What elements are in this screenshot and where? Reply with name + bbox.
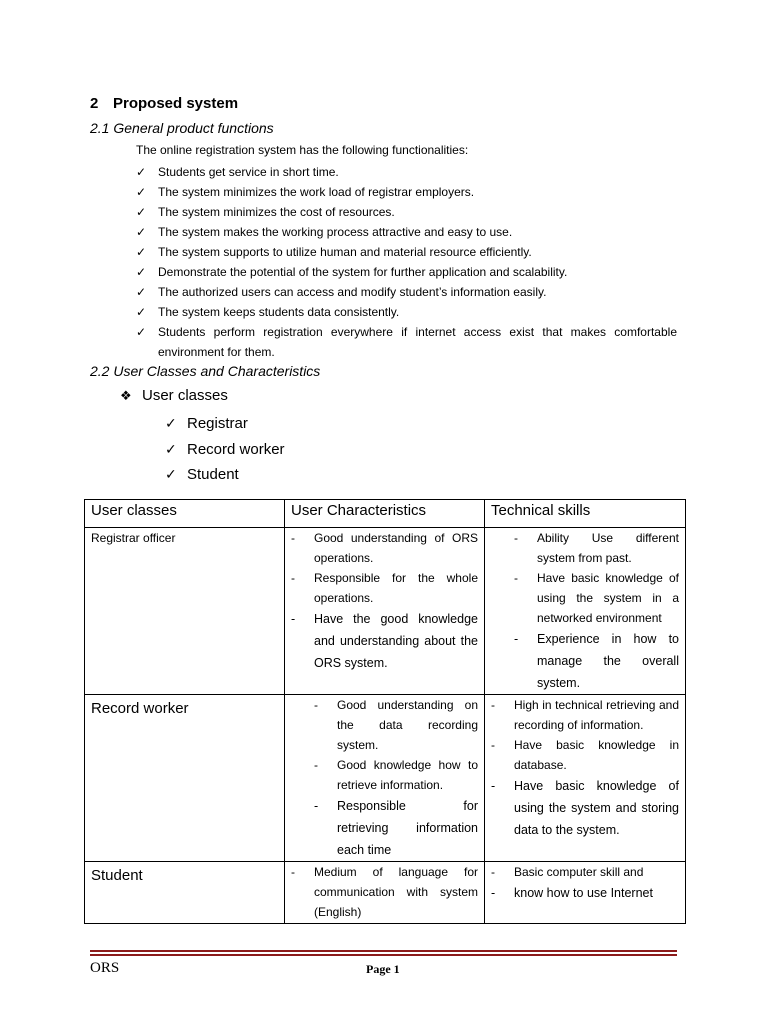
list-item: ✓ The system keeps students data consistently. [136, 302, 677, 322]
skills-list [491, 695, 679, 841]
list-item: ✓ The system supports to utilize human and material resource efficiently. [136, 242, 677, 262]
list-item: - Have basic knowledge in database. [491, 738, 679, 772]
list-item: ✓ Student [165, 462, 285, 488]
skills-list [491, 862, 679, 904]
checkmark-icon: ✓ [165, 440, 177, 457]
checkmark-icon: ✓ [165, 415, 177, 431]
user-classes-table [84, 499, 686, 924]
column-header: User Characteristics [285, 500, 485, 528]
list-item: - Good knowledge how to retrieve information. [314, 758, 478, 792]
checkmark-icon: ✓ [136, 245, 147, 259]
row-label: Record worker [91, 700, 189, 717]
list-item: - Responsible for retrieving information each time [314, 799, 478, 857]
column-header: Technical skills [485, 500, 686, 528]
table-header-row [85, 500, 686, 528]
list-item: - Responsible for the whole operations. [291, 571, 478, 605]
column-header: User classes [85, 500, 285, 528]
checkmark-icon: ✓ [136, 225, 147, 239]
section-title: Proposed system [113, 95, 239, 112]
checkmark-icon: ✓ [165, 466, 177, 482]
list-item: - Medium of language for communication with system (English) [291, 865, 478, 919]
list-item: ✓ The system minimizes the work load of registrar employers. [136, 182, 677, 202]
list-item: - Have the good knowledge and understanding about the ORS system. [291, 612, 478, 670]
checkmark-icon: ✓ [136, 205, 147, 219]
characteristics-list [291, 528, 478, 674]
checkmark-icon: ✓ [136, 285, 147, 299]
list-item: - High in technical retrieving and recording of information. [491, 698, 679, 732]
table-row [85, 862, 686, 924]
checkmark-icon: ✓ [136, 165, 147, 179]
user-classes-heading: ❖ User classes [120, 387, 228, 404]
list-item: ✓ The authorized users can access and modify student’s information easily. [136, 282, 677, 302]
row-label: Student [91, 867, 143, 884]
page-number: Page 1 [366, 962, 400, 976]
list-item: - Good understanding on the data recording system. [314, 698, 478, 752]
functions-intro: The online registration system has the following functionalities: [136, 143, 469, 157]
list-item: ✓ Record worker [165, 437, 285, 463]
list-item: - know how to use Internet [491, 886, 653, 900]
table-row [85, 528, 686, 695]
checkmark-icon: ✓ [136, 185, 147, 199]
list-item: - Ability Use different system from past. [514, 531, 679, 565]
subsection-title-functions: 2.1 General product functions [90, 120, 274, 136]
characteristics-list [291, 862, 478, 922]
list-item: ✓ Registrar [165, 411, 285, 437]
row-label: Registrar officer [91, 531, 176, 545]
checkmark-icon: ✓ [136, 265, 147, 279]
list-item: ✓ Demonstrate the potential of the system for further application and scalability. [136, 262, 677, 282]
footer-title: ORS [90, 960, 120, 976]
diamond-bullet-icon: ❖ [120, 388, 132, 403]
list-item: - Experience in how to manage the overall system. [514, 632, 679, 690]
list-item: - Good understanding of ORS operations. [291, 531, 478, 565]
subsection-title-user-classes: 2.2 User Classes and Characteristics [90, 363, 321, 379]
footer-divider [90, 950, 677, 956]
list-item: ✓ Students perform registration everywhere if internet access exist that makes comfortable environment for them. [136, 322, 677, 362]
functions-list [136, 162, 677, 362]
list-item: - Basic computer skill and [491, 865, 644, 879]
section-heading [90, 95, 238, 112]
list-item: ✓ The system makes the working process attractive and easy to use. [136, 222, 677, 242]
checkmark-icon: ✓ [136, 325, 147, 339]
characteristics-list [291, 695, 478, 861]
user-classes-list [165, 411, 285, 488]
list-item: - Have basic knowledge of using the system in a networked environment [514, 571, 679, 625]
table-row [85, 695, 686, 862]
list-item: - Have basic knowledge of using the system and storing data to the system. [491, 779, 679, 837]
section-number: 2 [90, 95, 99, 112]
list-item: ✓ The system minimizes the cost of resources. [136, 202, 677, 222]
list-item: ✓ Students get service in short time. [136, 162, 677, 182]
skills-list [491, 528, 679, 694]
checkmark-icon: ✓ [136, 305, 147, 319]
